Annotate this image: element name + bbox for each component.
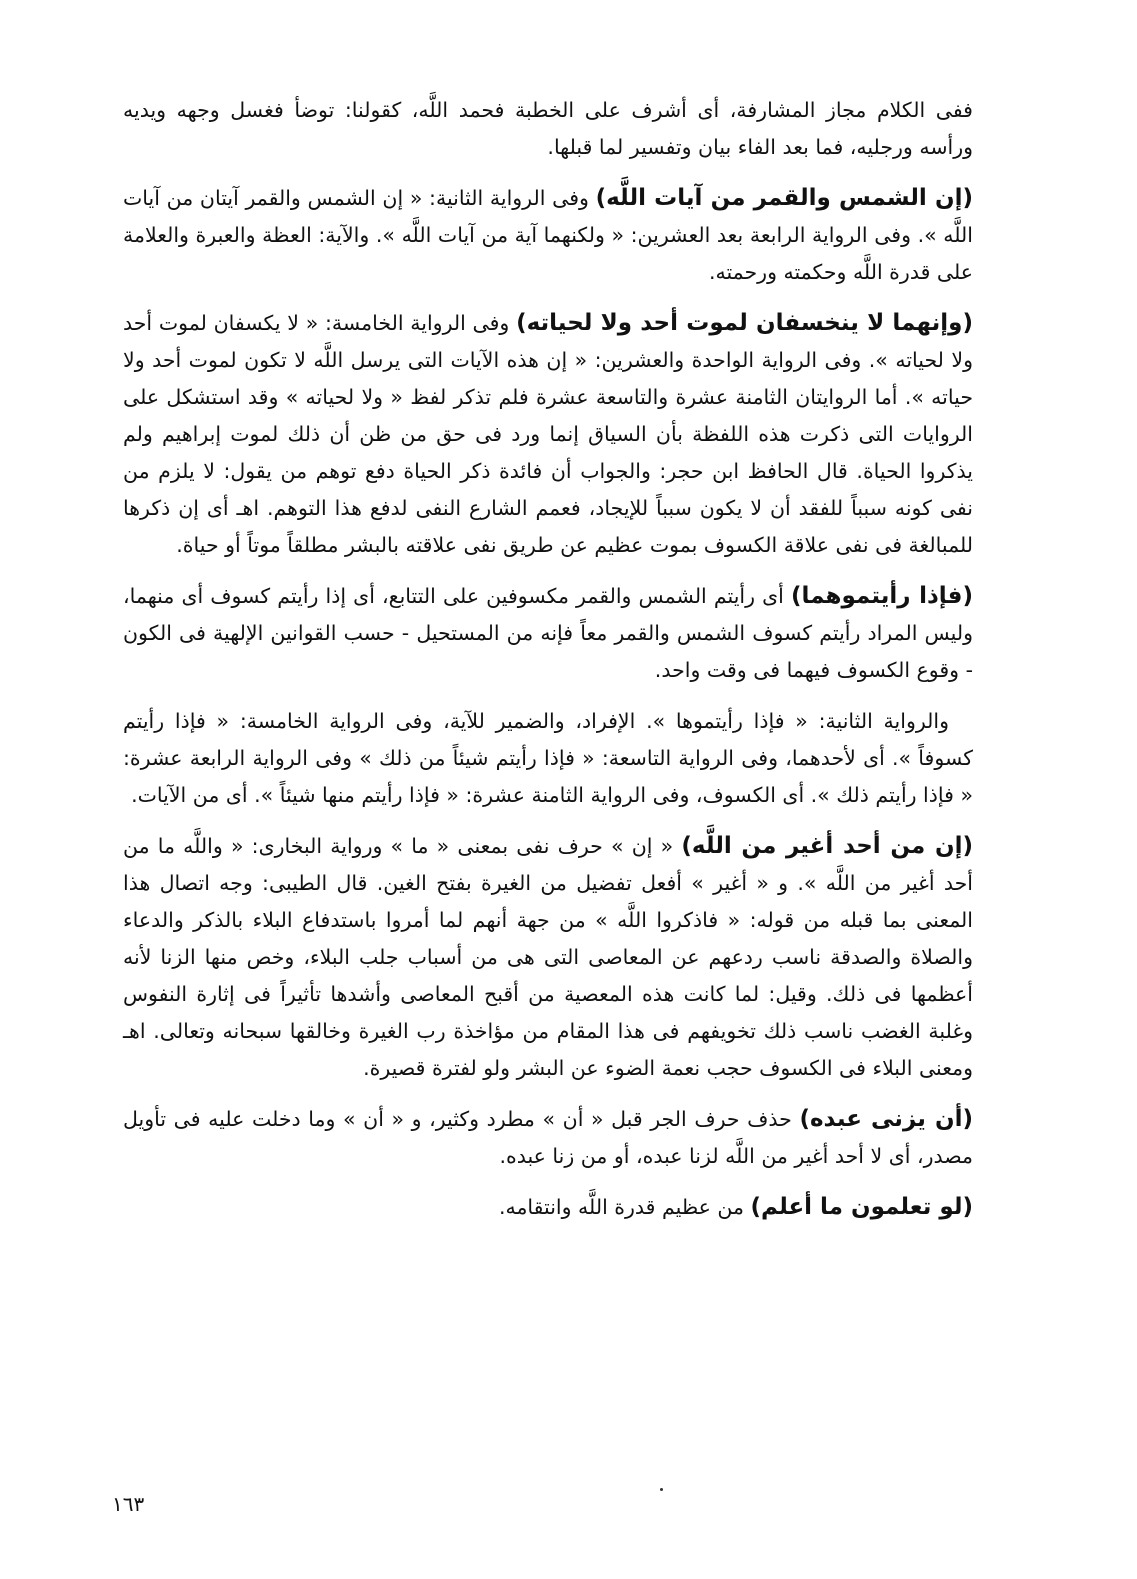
paragraph-text: والرواية الثانية: « فإذا رأيتموها ». الإفراد، والضمير للآية، وفى الرواية الخامسة: « فإذا رأيتم كسوفاً ». أى لأحدهما، وفى الرواية التاسعة: « فإذا رأيتم شيئاً من ذلك » وفى الرواية الرابعة عشرة: « فإذا رأيتم ذلك ». أى الكسوف، وفى الرواية الثامنة عشرة: « فإذا رأيتم منها شيئاً ». أى من الآيات. [123, 709, 973, 807]
paragraph-text: حذف حرف الجر قبل « أن » مطرد وكثير، و « أن » وما دخلت عليه فى تأويل مصدر، أى لا أحد أغير من اللَّه لزنا عبده، أو من زنا عبده. [123, 1107, 973, 1168]
page-body [123, 92, 973, 1522]
paragraph-2 [123, 180, 973, 291]
page-number: ١٦٣ [112, 1492, 145, 1516]
paragraph-text: وفى الرواية الثانية: « إن الشمس والقمر آيتان من آيات اللَّه ». وفى الرواية الرابعة بعد العشرين: « ولكنهما آية من آيات اللَّه ». والآية: العظة والعبرة والعلامة على قدرة اللَّه وحكمته ورحمته. [123, 186, 973, 284]
paragraph-text: من عظيم قدرة اللَّه وانتقامه. [498, 1195, 744, 1219]
paragraph-6 [123, 828, 973, 1087]
paragraph-3 [123, 305, 973, 564]
paragraph-4 [123, 578, 973, 689]
scan-speck [660, 1488, 663, 1491]
paragraph-8 [123, 1189, 973, 1226]
paragraph-lead: (وإنهما لا ينخسفان لموت أحد ولا لحياته) [516, 310, 973, 336]
paragraph-lead: (لو تعلمون ما أعلم) [750, 1194, 973, 1220]
paragraph-7 [123, 1101, 973, 1175]
paragraph-text: أى رأيتم الشمس والقمر مكسوفين على التتابع، أى إذا رأيتم كسوف أى منهما، وليس المراد رأيتم كسوف الشمس والقمر معاً فإنه من المستحيل - حسب القوانين الإلهية فى الكون - وقوع الكسوف فيهما فى وقت واحد. [123, 584, 973, 682]
paragraph-lead: (إن من أحد أغير من اللَّه) [681, 833, 973, 859]
paragraph-1 [123, 92, 973, 166]
paragraph-lead: (أن يزنى عبده) [799, 1106, 973, 1132]
paragraph-lead: (إن الشمس والقمر من آيات اللَّه) [595, 185, 973, 211]
paragraph-text: « إن » حرف نفى بمعنى « ما » ورواية البخارى: « واللَّه ما من أحد أغير من اللَّه ». و « أغير » أفعل تفضيل من الغيرة بفتح الغين. قال الطيبى: وجه اتصال هذا المعنى بما قبله من قوله: « فاذكروا اللَّه » من جهة أنهم لما أمروا باستدفاع البلاء بالذكر والدعاء والصلاة والصدقة ناسب ردعهم عن المعاصى التى هى من أسباب جلب البلاء، وخص منها الزنا لأنه أعظمها فى ذلك. وقيل: لما كانت هذه المعصية من أقبح المعاصى وأشدها تأثيراً فى إثارة النفوس وغلبة الغضب ناسب ذلك تخويفهم فى هذا المقام من مؤاخذة رب الغيرة وخالقها سبحانه وتعالى. اهـ ومعنى البلاء فى الكسوف حجب نعمة الضوء عن البشر ولو لفترة قصيرة. [123, 834, 973, 1080]
paragraph-5 [123, 703, 973, 814]
paragraph-text: وفى الرواية الخامسة: « لا يكسفان لموت أحد ولا لحياته ». وفى الرواية الواحدة والعشرين: « إن هذه الآيات التى يرسل اللَّه لا تكون لموت أحد ولا حياته ». أما الروايتان الثامنة عشرة والتاسعة عشرة فلم تذكر لفظ « ولا لحياته » وقد استشكل على الروايات التى ذكرت هذه اللفظة بأن السياق إنما ورد فى حق من ظن أن ذلك لموت إبراهيم ولم يذكروا الحياة. قال الحافظ ابن حجر: والجواب أن فائدة ذكر الحياة دفع توهم من يقول: لا يلزم من نفى كونه سبباً للفقد أن لا يكون سبباً للإيجاد، فعمم الشارع النفى لدفع هذا التوهم. اهـ أى إن ذكرها للمبالغة فى نفى علاقة الكسوف بموت عظيم عن طريق نفى علاقته بالبشر مطلقاً موتاً أو حياة. [123, 311, 973, 557]
paragraph-lead: (فإذا رأيتموهما) [790, 583, 973, 609]
paragraph-text: ففى الكلام مجاز المشارفة، أى أشرف على الخطبة فحمد اللَّه، كقولنا: توضأ فغسل وجهه ويديه ورأسه ورجليه، فما بعد الفاء بيان وتفسير لما قبلها. [123, 98, 973, 159]
